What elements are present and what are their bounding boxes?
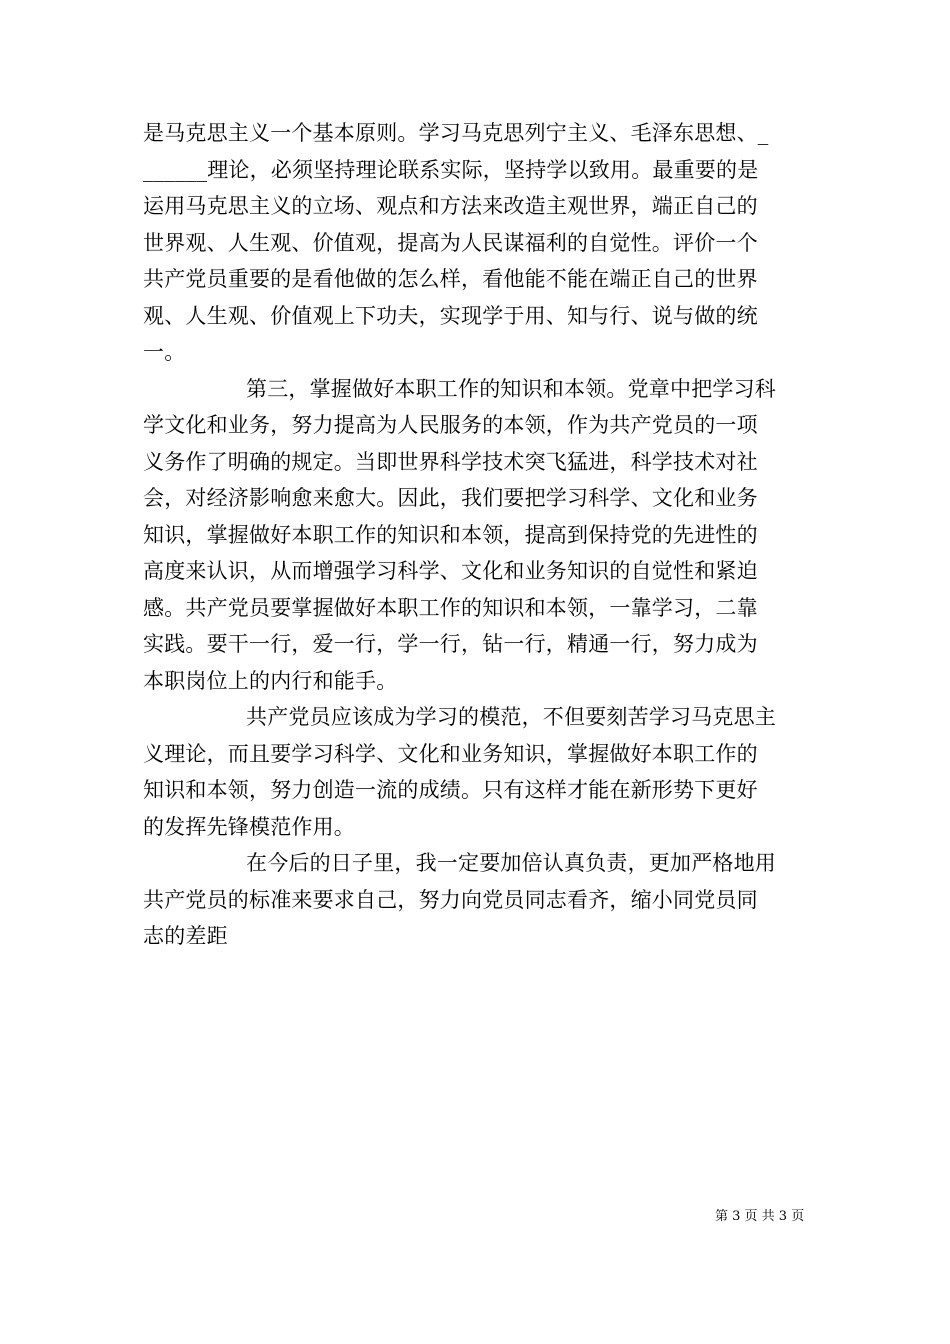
text-line: 观、人生观、价值观上下功夫，实现学于用、知与行、说与做的统 xyxy=(143,303,758,328)
text-line: 义务作了明确的规定。当即世界科学技术突飞猛进，科学技术对社 xyxy=(143,449,758,474)
paragraph-1 xyxy=(143,115,813,371)
text-line: 一。 xyxy=(143,340,186,364)
text-line: 会，对经济影响愈来愈大。因此，我们要把学习科学、文化和业务 xyxy=(143,486,758,510)
page-number-footer: 第 3 页 共 3 页 xyxy=(715,1209,805,1224)
text-line: 实践。要干一行，爱一行，学一行，钻一行，精通一行，努力成为 xyxy=(143,632,758,656)
text-line: 义理论，而且要学习科学、文化和业务知识，掌握做好本职工作的 xyxy=(143,741,758,766)
document-body xyxy=(143,115,813,955)
text-line: 本职岗位上的内行和能手。 xyxy=(143,668,398,693)
text-line: 共产党员重要的是看他做的怎么样，看他能不能在端正自己的世界 xyxy=(143,267,758,291)
paragraph-3 xyxy=(143,699,813,845)
text-line: 高度来认识，从而增强学习科学、文化和业务知识的自觉性和紧迫 xyxy=(143,559,758,583)
text-line: 共产党员的标准来要求自己，努力向党员同志看齐，缩小同党员同 xyxy=(143,887,758,912)
text-line: 世界观、人生观、价值观，提高为人民谋福利的自觉性。评价一个 xyxy=(143,230,758,255)
text-line: 知识，掌握做好本职工作的知识和本领，提高到保持党的先进性的 xyxy=(143,522,758,547)
text-line: 的发挥先锋模范作用。 xyxy=(143,814,355,839)
paragraph-4 xyxy=(143,845,813,955)
text-line: ______理论，必须坚持理论联系实际，坚持学以致用。最重要的是 xyxy=(143,157,759,182)
text-line: 志的差距 xyxy=(143,924,228,948)
text-line-first: 共产党员应该成为学习的模范，不但要刻苦学习马克思主 xyxy=(246,705,776,729)
text-line: 是马克思主义一个基本原则。学习马克思列宁主义、毛泽东思想、_ xyxy=(143,121,769,145)
text-line: 感。共产党员要掌握做好本职工作的知识和本领，一靠学习，二靠 xyxy=(143,595,758,620)
text-line-first: 在今后的日子里，我一定要加倍认真负责，更加严格地用 xyxy=(246,851,776,875)
text-line: 知识和本领，努力创造一流的成绩。只有这样才能在新形势下更好 xyxy=(143,778,758,802)
paragraph-2 xyxy=(143,371,813,700)
text-line-first: 第三，掌握做好本职工作的知识和本领。党章中把学习科 xyxy=(246,376,776,401)
text-line: 运用马克思主义的立场、观点和方法来改造主观世界，端正自己的 xyxy=(143,194,758,218)
text-line: 学文化和业务，努力提高为人民服务的本领，作为共产党员的一项 xyxy=(143,413,758,437)
